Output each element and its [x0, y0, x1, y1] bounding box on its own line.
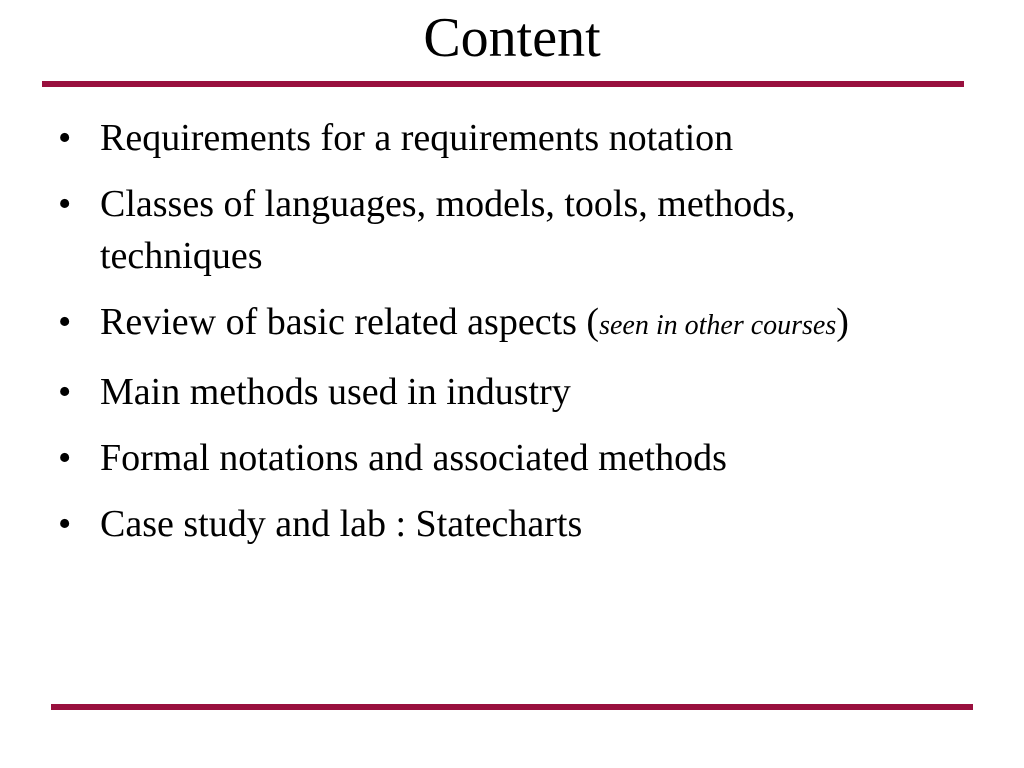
bullet-icon: • — [58, 371, 72, 413]
bullet-icon: • — [58, 503, 72, 545]
bullet-text: Case study and lab : Statecharts — [100, 503, 583, 545]
bullet-item-requirements — [0, 112, 1024, 164]
bullet-item-main-methods — [0, 366, 1024, 418]
bullet-text: Formal notations and associated methods — [100, 437, 727, 479]
bullet-text: Review of basic related aspects ( — [100, 301, 600, 343]
content-bullet-list — [0, 112, 1024, 564]
bullet-item-classes — [0, 178, 1024, 282]
bullet-icon: • — [58, 437, 72, 479]
bullet-text: Main methods used in industry — [100, 371, 571, 413]
bullet-text-closing: ) — [836, 301, 849, 343]
footer-divider — [51, 704, 973, 710]
bullet-icon: • — [58, 183, 72, 225]
bullet-text: Classes of languages, models, tools, methods, techniques — [100, 183, 796, 277]
bullet-text: Requirements for a requirements notation — [100, 117, 734, 159]
bullet-item-review — [0, 296, 1024, 352]
title-divider — [42, 81, 964, 87]
bullet-item-formal-notations — [0, 432, 1024, 484]
slide-title: Content — [423, 7, 601, 69]
bullet-item-case-study — [0, 498, 1024, 550]
bullet-icon: • — [58, 117, 72, 159]
bullet-italic-note: seen in other courses — [599, 310, 837, 341]
bullet-icon: • — [58, 301, 72, 343]
